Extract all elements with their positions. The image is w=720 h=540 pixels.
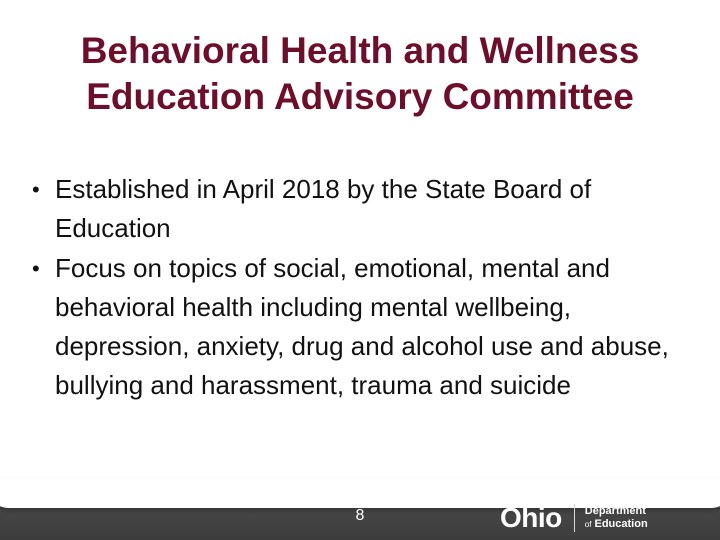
bullet-text: Focus on topics of social, emotional, mental and behavioral health including mental wellbeing, depression, anxiety, drug and alcohol use and abuse, bullying and harassment, trauma and suicide (55, 253, 669, 400)
slide-title-line-1: Behavioral Health and Wellness (80, 30, 640, 71)
bullet-dot-icon: • (32, 256, 40, 281)
page-number: 8 (355, 507, 365, 524)
slide-title-line-2: Education Advisory Committee (86, 76, 634, 117)
logo-dept-of: of (584, 520, 592, 529)
logo-dept-line-1: Department (584, 505, 646, 517)
slide-title (0, 28, 720, 120)
logo-wordmark: Ohio (500, 502, 562, 533)
bullet-text: Established in April 2018 by the State Board of Education (55, 174, 592, 243)
logo-dept-line-2: Education (594, 518, 648, 530)
bullet-list (30, 170, 690, 406)
bullet-item (30, 249, 690, 405)
logo-department-text (585, 505, 648, 531)
ohio-department-of-education-logo (500, 502, 648, 534)
bullet-item (30, 170, 690, 248)
logo-divider (574, 504, 575, 532)
bullet-dot-icon: • (32, 177, 40, 202)
